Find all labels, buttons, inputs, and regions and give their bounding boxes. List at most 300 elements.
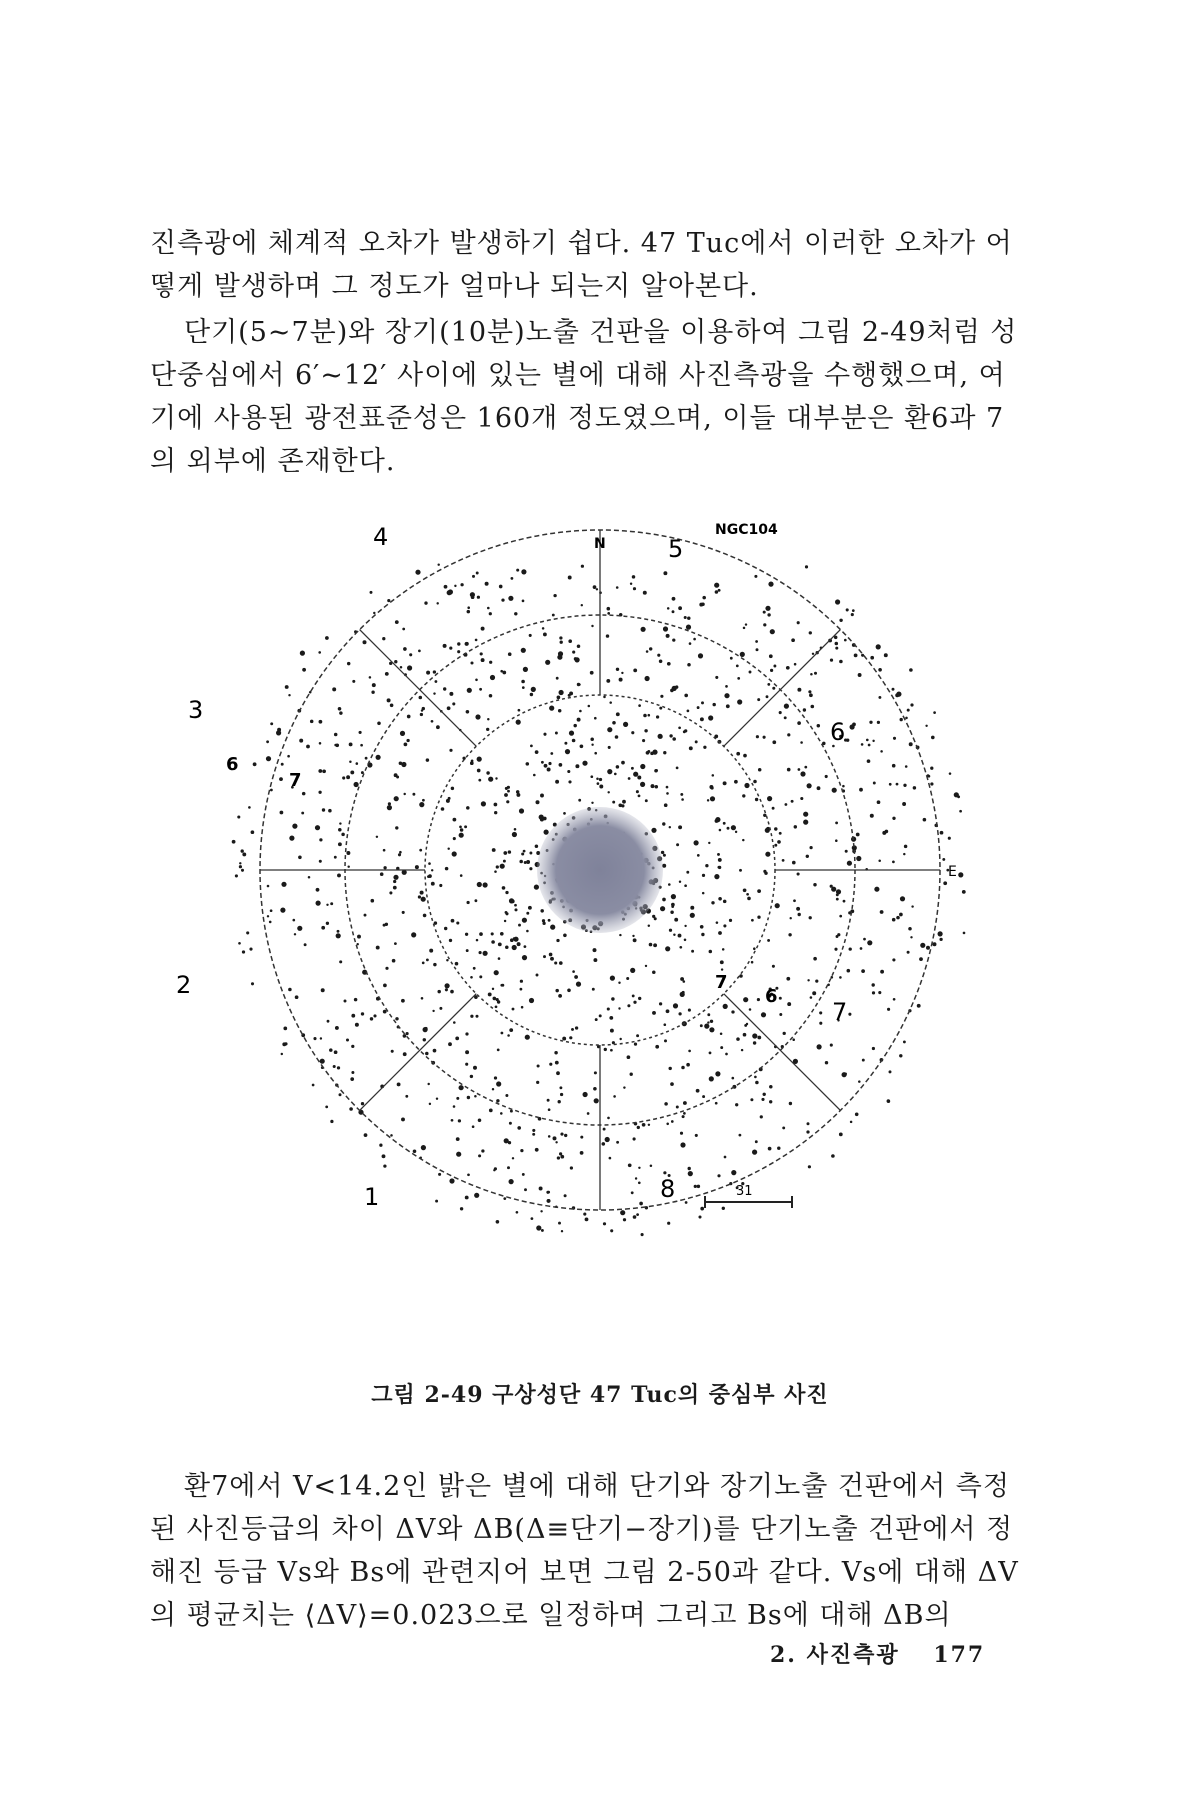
star-dot (690, 906, 694, 910)
star-dot (680, 793, 683, 796)
star-dot (662, 898, 666, 902)
star-dot (830, 976, 833, 979)
star-dot (928, 775, 931, 778)
star-dot (346, 1038, 349, 1041)
star-dot (680, 1132, 683, 1135)
star-dot (568, 576, 572, 580)
star-dot (309, 691, 312, 694)
star-dot (544, 830, 549, 835)
star-dot (669, 734, 672, 737)
star-dot (402, 911, 405, 914)
star-dot (563, 812, 566, 815)
star-dot (565, 749, 570, 754)
star-dot (332, 687, 336, 691)
star-dot (521, 680, 525, 684)
star-dot (930, 767, 933, 770)
star-dot (536, 800, 540, 804)
star-dot (767, 683, 770, 686)
star-dot (388, 802, 391, 805)
star-dot (590, 775, 593, 778)
star-dot (242, 852, 246, 856)
star-dot (522, 1173, 525, 1176)
star-dot (446, 799, 450, 803)
star-dot (352, 680, 355, 683)
star-dot (559, 1086, 562, 1089)
star-dot (814, 672, 817, 675)
star-dot (559, 1152, 562, 1155)
star-dot (848, 1013, 851, 1016)
star-dot (741, 1049, 743, 1051)
ring-label-7-east: 7 (715, 972, 728, 993)
star-dot (842, 785, 845, 788)
star-dot (809, 693, 813, 697)
star-dot (690, 913, 695, 918)
star-dot (496, 1099, 499, 1102)
star-dot (767, 939, 770, 942)
star-dot (866, 739, 869, 742)
star-dot (616, 586, 619, 589)
star-dot (496, 1220, 500, 1224)
star-dot (633, 772, 638, 777)
star-dot (519, 860, 523, 864)
star-dot (608, 746, 611, 749)
star-dot (844, 1072, 847, 1075)
star-dot (889, 783, 892, 786)
star-dot (494, 1167, 497, 1170)
star-dot (753, 780, 757, 784)
star-dot (683, 1101, 687, 1105)
star-dot (616, 668, 619, 671)
star-dot (415, 865, 419, 869)
star-dot (477, 882, 482, 887)
star-dot (877, 800, 881, 804)
star-dot (731, 1077, 734, 1080)
star-dot (596, 588, 598, 590)
page-footer (770, 1638, 985, 1669)
star-dot (896, 916, 900, 920)
star-dot (685, 1201, 688, 1204)
star-dot (702, 892, 705, 895)
star-dot (349, 761, 351, 763)
star-dot (395, 1017, 398, 1020)
star-dot (666, 1009, 670, 1013)
star-dot (498, 942, 502, 946)
star-dot (372, 683, 376, 687)
star-dot (429, 949, 433, 953)
star-dot (338, 842, 342, 846)
star-dot (488, 777, 493, 782)
star-dot (383, 866, 386, 869)
star-dot (355, 1023, 359, 1027)
star-dot (870, 656, 874, 660)
star-dot (280, 811, 284, 815)
star-dot (752, 1150, 757, 1155)
star-dot (715, 590, 719, 594)
star-dot (569, 1036, 572, 1039)
star-dot (767, 613, 770, 616)
star-dot (749, 1008, 752, 1011)
star-dot (688, 1171, 693, 1176)
star-dot (470, 976, 473, 979)
star-dot (705, 864, 708, 867)
star-dot (528, 906, 532, 910)
star-dot (757, 889, 761, 893)
star-dot (467, 606, 470, 609)
star-dot (701, 701, 704, 704)
star-dot (686, 625, 691, 630)
star-dot (904, 845, 908, 849)
star-dot (325, 636, 329, 640)
star-dot (511, 900, 515, 904)
star-dot (592, 988, 595, 991)
star-dot (559, 763, 563, 767)
star-dot (602, 1142, 606, 1146)
star-dot (399, 851, 402, 854)
star-dot (933, 942, 937, 946)
star-dot (470, 761, 474, 765)
star-dot (714, 874, 719, 879)
star-dot (858, 1080, 861, 1083)
star-dot (499, 585, 503, 589)
star-dot (431, 720, 434, 723)
star-dot (664, 1102, 668, 1106)
star-dot (659, 707, 662, 710)
star-dot (618, 1007, 620, 1009)
star-dot (720, 1046, 723, 1049)
star-dot (694, 840, 699, 845)
star-dot (489, 661, 492, 664)
star-dot (872, 991, 875, 994)
star-dot (724, 1156, 727, 1159)
star-dot (742, 794, 745, 797)
star-dot (460, 1207, 463, 1210)
star-dot (651, 828, 656, 833)
star-dot (610, 1229, 613, 1232)
star-dot (664, 1039, 667, 1042)
star-dot (687, 663, 691, 667)
star-dot (836, 893, 839, 896)
star-dot (283, 1027, 287, 1031)
star-dot (281, 882, 286, 887)
star-dot (786, 666, 790, 670)
star-dot (529, 852, 532, 855)
star-dot (755, 798, 758, 801)
star-dot (455, 962, 459, 966)
star-dot (320, 1059, 325, 1064)
star-dot (855, 1113, 859, 1117)
star-dot (312, 1084, 315, 1087)
star-dot (698, 1215, 701, 1218)
star-dot (942, 858, 945, 861)
star-dot (861, 969, 865, 973)
star-dot (743, 754, 747, 758)
star-dot (552, 614, 555, 617)
star-dot (439, 1007, 442, 1010)
star-dot (382, 637, 385, 640)
star-dot (465, 933, 468, 936)
star-dot (320, 1037, 322, 1039)
star-dot (896, 692, 901, 697)
star-dot (322, 808, 325, 811)
star-dot (306, 745, 310, 749)
sector-label-2: 2 (176, 971, 192, 999)
star-dot (393, 880, 396, 883)
star-dot (722, 948, 725, 951)
star-dot (288, 988, 292, 992)
star-dot (457, 650, 460, 653)
star-dot (681, 798, 684, 801)
star-dot (475, 1015, 478, 1018)
star-dot (380, 872, 384, 876)
star-dot (712, 703, 715, 706)
star-dot (621, 761, 625, 765)
star-dot (445, 867, 449, 871)
star-dot (688, 1167, 691, 1170)
star-dot (437, 563, 439, 565)
star-dot (958, 872, 963, 877)
star-dot (503, 860, 506, 863)
star-dot (337, 873, 341, 877)
star-dot (660, 695, 663, 698)
star-dot (616, 765, 620, 769)
star-dot (587, 1112, 590, 1115)
star-dot (572, 739, 576, 743)
star-dot (433, 670, 436, 673)
star-dot (467, 610, 471, 614)
star-dot (691, 950, 694, 953)
star-dot (518, 924, 521, 927)
star-dot (334, 744, 337, 747)
star-dot (671, 894, 676, 899)
star-dot (668, 1067, 671, 1070)
star-dot (645, 676, 650, 681)
star-dot (663, 751, 666, 754)
star-dot (576, 982, 581, 987)
star-dot (500, 864, 505, 869)
star-dot (604, 1048, 607, 1051)
star-dot (678, 1012, 681, 1015)
star-dot (481, 801, 486, 806)
star-dot (554, 1051, 557, 1054)
star-dot (583, 1092, 588, 1097)
star-dot (277, 728, 281, 732)
star-dot (684, 694, 688, 698)
star-dot (316, 901, 321, 906)
star-dot (884, 653, 888, 657)
star-dot (507, 1034, 510, 1037)
star-dot (356, 762, 359, 765)
star-dot (693, 638, 696, 641)
star-dot (670, 911, 673, 914)
star-dot (644, 729, 647, 732)
star-dot (619, 678, 623, 682)
star-dot (580, 1151, 584, 1155)
star-dot (868, 744, 871, 747)
star-dot (322, 769, 326, 773)
star-dot (758, 768, 762, 772)
star-dot (874, 887, 879, 892)
star-dot (547, 1191, 550, 1194)
star-dot (251, 982, 254, 985)
star-dot (572, 970, 575, 973)
star-dot (763, 623, 766, 626)
star-dot (700, 1207, 704, 1211)
star-dot (479, 975, 482, 978)
star-dot (550, 925, 555, 930)
star-dot (556, 939, 559, 942)
star-dot (599, 1014, 602, 1017)
star-dot (701, 933, 704, 936)
star-dot (634, 1042, 637, 1045)
star-dot (531, 687, 536, 692)
star-dot (603, 696, 606, 699)
star-dot (593, 958, 597, 962)
star-dot (714, 583, 719, 588)
star-dot (597, 782, 600, 785)
star-dot (554, 961, 557, 964)
star-dot (450, 990, 454, 994)
star-dot (630, 1073, 633, 1076)
star-dot (542, 919, 545, 922)
star-dot (817, 1044, 822, 1049)
star-dot (524, 1188, 527, 1191)
star-dot (555, 989, 558, 992)
sector-divider-line (360, 630, 477, 747)
star-dot (242, 950, 245, 953)
star-dot (494, 1076, 497, 1079)
star-dot (667, 662, 671, 666)
star-dot (777, 840, 781, 844)
star-dot (407, 665, 412, 670)
star-dot (459, 826, 462, 829)
star-dot (715, 676, 718, 679)
star-dot (581, 565, 584, 568)
star-dot (660, 906, 665, 911)
star-dot (428, 862, 431, 865)
star-dot (494, 870, 497, 873)
star-dot (666, 634, 670, 638)
star-dot (486, 771, 489, 774)
star-dot (518, 709, 521, 712)
star-dot (633, 1215, 637, 1219)
star-dot (504, 920, 506, 922)
star-dot (299, 739, 303, 743)
star-dot (638, 1181, 641, 1184)
star-dot (433, 692, 435, 694)
star-dot (420, 891, 424, 895)
star-dot (266, 740, 269, 743)
star-dot (413, 1150, 417, 1154)
star-dot (319, 838, 322, 841)
star-dot (900, 896, 905, 901)
star-dot (506, 800, 509, 803)
star-dot (319, 742, 322, 745)
star-dot (435, 1200, 438, 1203)
star-dot (298, 856, 302, 860)
star-dot (621, 804, 624, 807)
star-dot (735, 831, 737, 833)
star-dot (794, 825, 797, 828)
star-dot (615, 735, 619, 739)
star-dot (725, 1053, 728, 1056)
star-dot (631, 767, 634, 770)
star-dot (835, 599, 840, 604)
star-dot (663, 626, 668, 631)
star-dot (747, 897, 751, 901)
star-dot (787, 1002, 791, 1006)
star-dot (695, 740, 698, 743)
star-dot (508, 652, 512, 656)
star-dot (892, 918, 896, 922)
star-dot (547, 1199, 551, 1203)
star-dot (861, 743, 864, 746)
star-dot (373, 1014, 376, 1017)
star-dot (702, 596, 706, 600)
footer-section-title: 2. 사진측광 (770, 1642, 900, 1668)
star-dot (418, 650, 421, 653)
star-dot (794, 663, 797, 666)
star-dot (858, 673, 862, 677)
star-dot (517, 942, 521, 946)
star-dot (287, 755, 290, 758)
star-dot (558, 651, 563, 656)
star-dot (409, 653, 412, 656)
star-dot (609, 701, 612, 704)
star-dot (390, 1134, 393, 1137)
star-dot (839, 976, 842, 979)
star-dot (431, 869, 433, 871)
sector-divider-line (724, 630, 841, 747)
star-dot (638, 704, 641, 707)
star-dot (534, 885, 539, 890)
star-dot (774, 844, 777, 847)
star-dot (645, 965, 647, 967)
star-dot (711, 901, 714, 904)
star-dot (769, 1085, 773, 1089)
star-dot (390, 704, 394, 708)
star-dot (663, 854, 666, 857)
star-dot (809, 846, 812, 849)
star-dot (350, 1077, 354, 1081)
star-dot (766, 695, 769, 698)
star-dot (724, 693, 729, 698)
star-dot (512, 1008, 515, 1011)
star-dot (487, 607, 490, 610)
star-dot (522, 918, 527, 923)
star-dot (383, 1164, 386, 1167)
star-dot (292, 824, 297, 829)
star-dot (270, 722, 273, 725)
star-dot (808, 1165, 811, 1168)
star-dot (754, 1034, 757, 1037)
star-dot (668, 883, 671, 886)
star-dot (689, 642, 692, 645)
star-dot (599, 778, 602, 781)
star-dot (731, 825, 736, 830)
star-dot (666, 1123, 669, 1126)
star-dot (804, 766, 807, 769)
figure-2-49 (170, 500, 1030, 1280)
star-dot (394, 796, 399, 801)
star-dot (447, 590, 452, 595)
star-dot (346, 851, 350, 855)
star-dot (772, 965, 775, 968)
paragraph-1: 진측광에 체계적 오차가 발생하기 쉽다. 47 Tuc에서 이러한 오차가 어떻게 발생하며 그 정도가 얼마나 되는지 알아본다. (150, 228, 1013, 302)
star-dot (526, 930, 529, 933)
star-dot (577, 683, 580, 686)
star-dot (561, 1230, 563, 1232)
star-dot (493, 997, 497, 1001)
